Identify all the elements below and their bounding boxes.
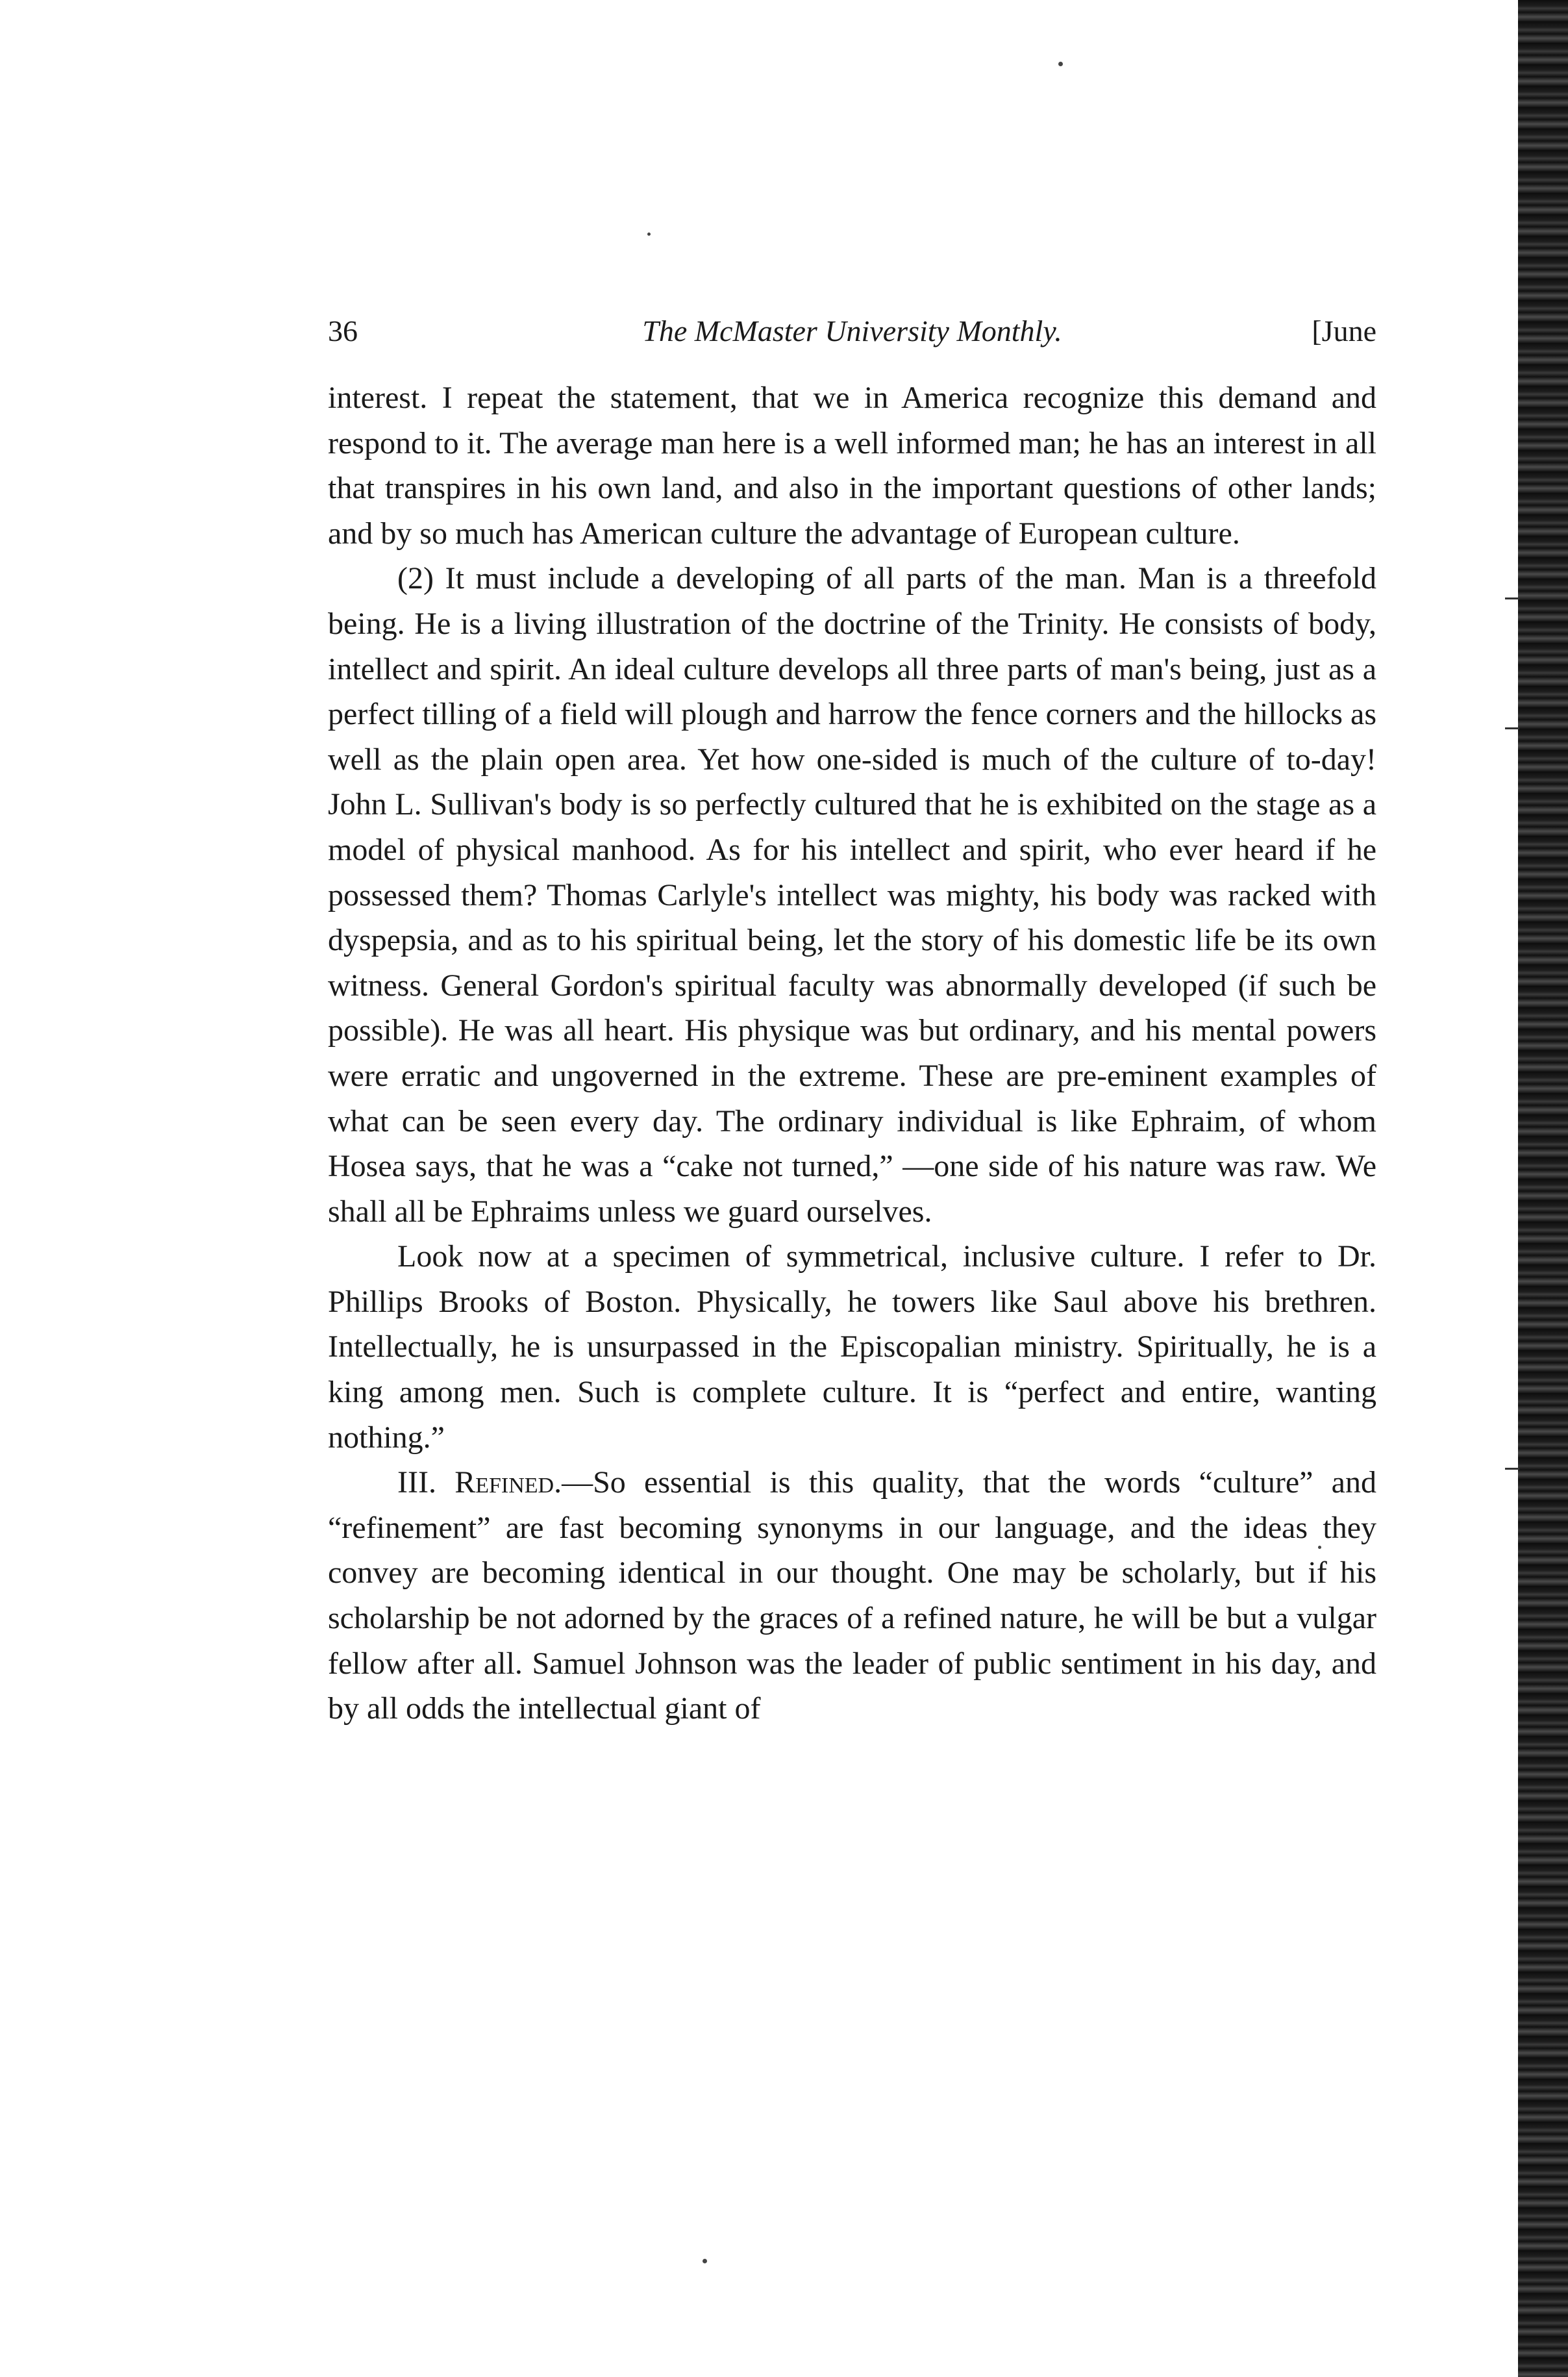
binding-speck [1505, 727, 1519, 729]
paragraph-developing: (2) It must include a developing of all parts of the man. Man is a threefold being. He is a living illustration of the doctrine of the Trinity. He consists of body, intellect and spirit. An ideal culture develops all three parts of man's being, just as a perfect tilling of a field will plough and harrow the fence corners and the hillocks as well as the plain open area. Yet how one-sided is much of the culture of to-day! John L. Sullivan's body is so perfectly cultured that he is exhibited on the stage as a model of physical manhood. As for his intellect and spirit, who ever heard if he possessed them? Thomas Carlyle's intellect was mighty, his body was racked with dyspepsia, and as to his spiritual being, let the story of his domestic life be its own witness. General Gordon's spiritual faculty was abnormally developed (if such be possible). He was all heart. His physique was but ordinary, and his mental powers were erratic and ungoverned in the extreme. These are pre-eminent examples of what can be seen every day. The ordinary individual is like Ephraim, of whom Hosea says, that he was a “cake not turned,” —one side of his nature was raw. We shall all be Ephraims unless we guard ourselves. [328, 561, 1376, 1229]
paper-speck [1058, 62, 1063, 66]
issue-month: [June [1312, 314, 1376, 347]
section-heading-refined: III. Refined. [397, 1465, 562, 1500]
binding-speck [1505, 597, 1519, 599]
paper-speck [647, 233, 651, 236]
page-binding-edge [1518, 0, 1568, 2377]
paragraph-refined [328, 1460, 1376, 1731]
journal-title: The McMaster University Monthly. [642, 314, 1062, 347]
paragraph-refined-text: —So essential is this quality, that the words “culture” and “refinement” are fast becoming synonyms in our language, and the ideas they convey are becoming identical in our thought. One may be scholarly, but if his scholarship be not adorned by the graces of a refined nature, he will be but a vulgar fellow after all. Samuel Johnson was the leader of public sentiment in his day, and by all odds the intellectual giant of [328, 1465, 1376, 1726]
article-body [328, 375, 1376, 1731]
binding-speck [1505, 1468, 1519, 1470]
paper-speck [703, 2259, 707, 2263]
running-header [328, 305, 1376, 357]
paragraph-symmetrical-culture: Look now at a specimen of symmetrical, inclusive culture. I refer to Dr. Phillips Brooks of Boston. Physically, he towers like Saul above his brethren. Intellectually, he is unsurpassed in the Episcopalian ministry. Spiritually, he is a king among men. Such is complete culture. It is “perfect and entire, wanting nothing.” [328, 1239, 1376, 1455]
page-number: 36 [328, 314, 358, 347]
paragraph-interest: interest. I repeat the statement, that we in America recognize this demand and respond to it. The average man here is a well informed man; he has an interest in all that transpires in his own land, and also in the important questions of other lands; and by so much has American culture the advantage of European culture. [328, 381, 1376, 551]
